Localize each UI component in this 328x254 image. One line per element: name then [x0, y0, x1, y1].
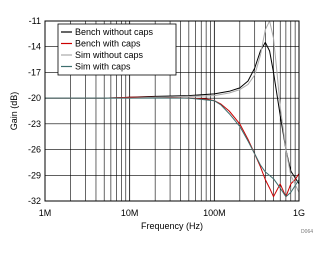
x-tick-labels	[39, 208, 305, 218]
y-tick-label: -14	[27, 41, 41, 52]
x-tick-label: 10M	[120, 208, 139, 218]
legend-label: Bench with caps	[75, 38, 141, 49]
y-tick-label: -29	[27, 170, 41, 181]
y-tick-label: -17	[27, 67, 41, 78]
series-line-sim-with-caps	[45, 98, 299, 197]
y-tick-label: -20	[27, 93, 41, 104]
legend	[58, 24, 176, 75]
x-axis-label: Frequency (Hz)	[140, 221, 204, 231]
y-tick-labels	[28, 16, 41, 206]
y-tick-label: -26	[27, 144, 41, 155]
y-tick-label: -23	[27, 118, 41, 129]
y-axis-label: Gain (dB)	[9, 91, 19, 131]
y-tick-label: -11	[28, 16, 41, 26]
legend-label: Sim with caps	[75, 61, 131, 72]
series-line-bench-with-caps	[45, 97, 299, 196]
figure-id: D064	[301, 229, 313, 235]
legend-label: Sim without caps	[75, 50, 144, 60]
x-tick-label: 100M	[203, 208, 226, 218]
x-tick-label: 1M	[38, 208, 52, 218]
y-tick-label: -32	[27, 196, 41, 206]
legend-label: Bench without caps	[75, 27, 154, 37]
x-tick-label: 1G	[292, 208, 306, 218]
